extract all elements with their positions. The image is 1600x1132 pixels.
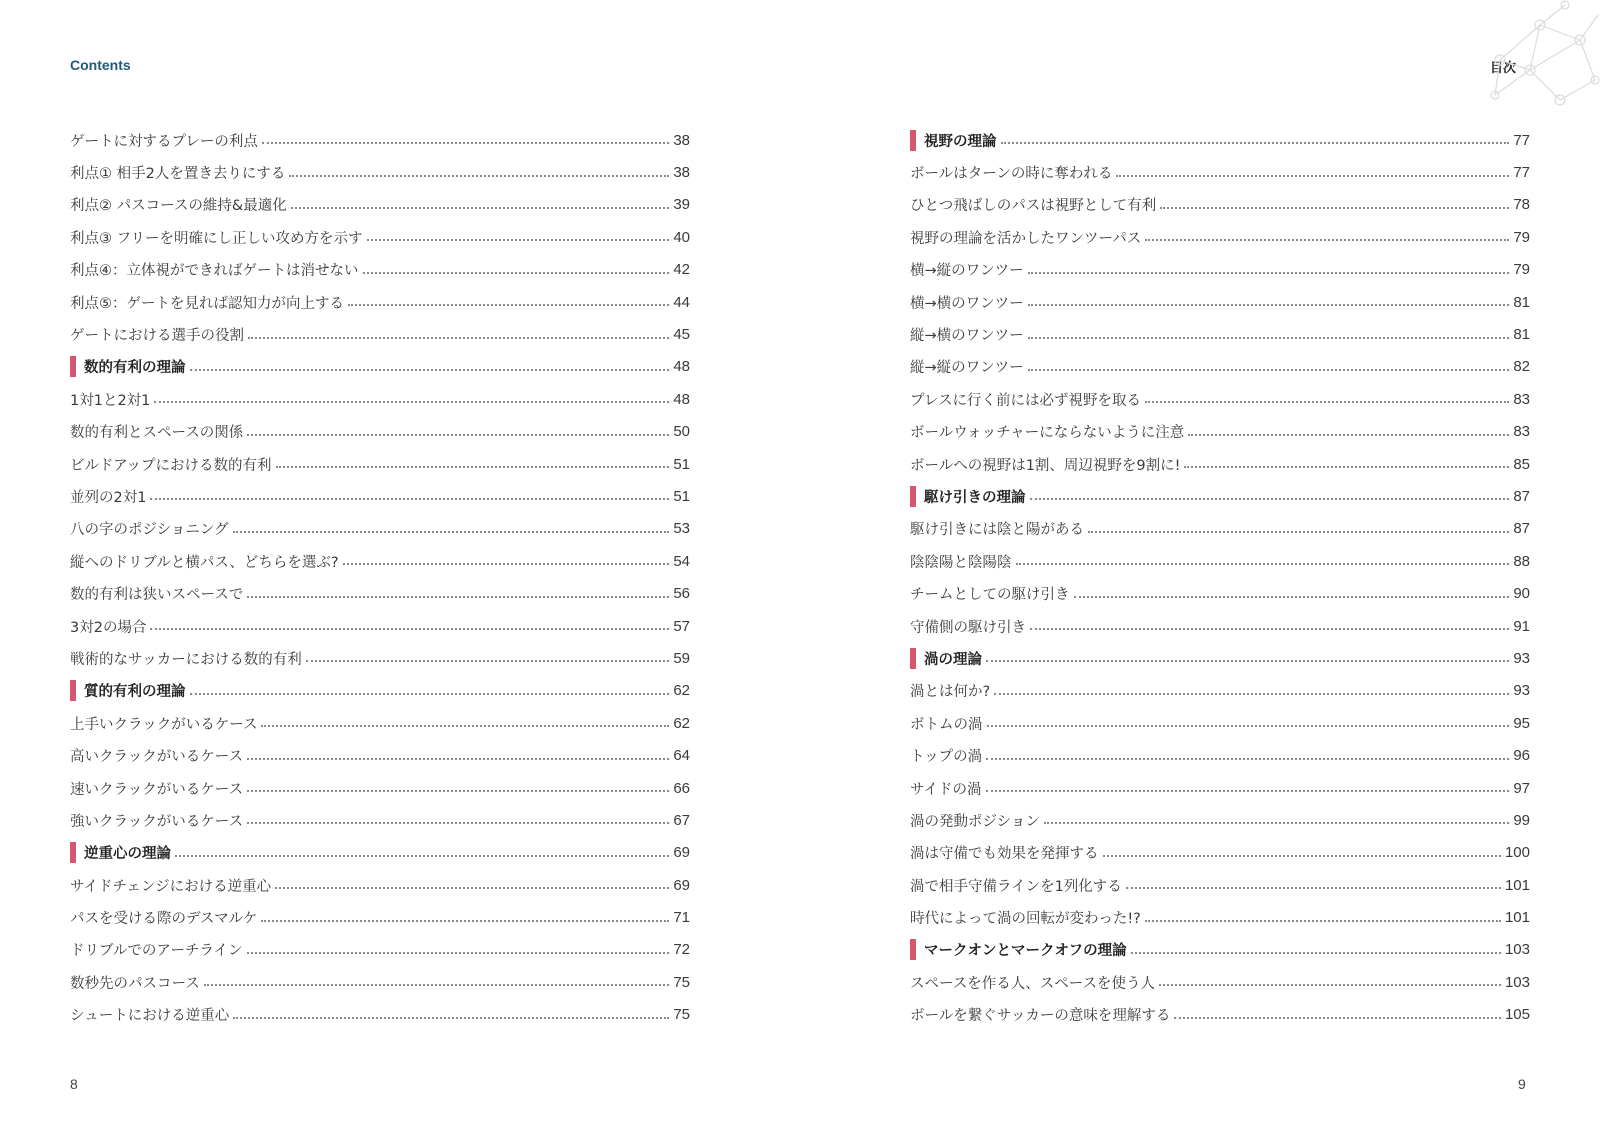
toc-entry-title: 縦へのドリブルと横パス、どちらを選ぶ? <box>70 554 339 571</box>
dot-leader <box>233 1017 669 1019</box>
toc-entry-title: ドリブルでのアーチライン <box>70 943 243 960</box>
dot-leader <box>348 304 669 306</box>
toc-entry-page: 96 <box>1513 747 1530 765</box>
toc-entry-page: 77 <box>1513 131 1530 149</box>
toc-entry-title: 八の字のポジショニング <box>70 522 229 539</box>
dot-leader <box>175 855 669 857</box>
toc-entry[interactable] <box>910 675 1530 707</box>
toc-entry-title: 横→縦のワンツー <box>910 263 1024 280</box>
dot-leader <box>1126 887 1501 889</box>
toc-entry[interactable] <box>70 966 690 998</box>
dot-leader <box>204 984 670 986</box>
toc-entry[interactable] <box>70 739 690 771</box>
toc-entry-title: ボールウォッチャーにならないように注意 <box>910 425 1185 442</box>
toc-entry-page: 100 <box>1504 844 1530 862</box>
toc-entry[interactable] <box>910 448 1530 480</box>
toc-entry-title: ひとつ飛ばしのパスは視野として有利 <box>910 198 1157 215</box>
dot-leader <box>1028 304 1510 306</box>
toc-entry-page: 83 <box>1513 390 1530 408</box>
toc-entry-title: 数的有利の理論 <box>70 356 186 377</box>
toc-entry-title: マークオンとマークオフの理論 <box>910 939 1127 960</box>
toc-entry-page: 79 <box>1513 261 1530 279</box>
toc-entry-page: 40 <box>673 228 690 246</box>
toc-entry[interactable] <box>70 610 690 642</box>
toc-entry-title: 利点① 相手2人を置き去りにする <box>70 166 286 183</box>
mokuji-heading: 目次 <box>1490 61 1517 76</box>
toc-entry-page: 57 <box>673 617 690 635</box>
toc-section-heading[interactable] <box>910 124 1530 156</box>
dot-leader <box>190 369 670 371</box>
toc-entry[interactable] <box>910 869 1530 901</box>
toc-entry-title: 逆重心の理論 <box>70 842 171 863</box>
toc-entry-page: 51 <box>673 487 690 505</box>
toc-entry-title: 渦は守備でも効果を発揮する <box>910 846 1099 863</box>
dot-leader <box>1131 952 1501 954</box>
toc-entry[interactable] <box>70 901 690 933</box>
toc-right-column <box>910 124 1530 1031</box>
dot-leader <box>1028 337 1510 339</box>
toc-entry-title: 利点④：立体視ができればゲートは消せない <box>70 263 359 280</box>
toc-entry-page: 48 <box>673 358 690 376</box>
dot-leader <box>154 401 669 403</box>
toc-entry-title: シュートにおける逆重心 <box>70 1008 230 1025</box>
toc-entry-title: サイドチェンジにおける逆重心 <box>70 878 272 895</box>
toc-entry-page: 105 <box>1504 1006 1530 1024</box>
toc-entry-title: 横→横のワンツー <box>910 295 1024 312</box>
toc-entry-page: 42 <box>673 261 690 279</box>
network-graph-icon <box>1470 0 1600 120</box>
toc-entry-page: 82 <box>1513 358 1530 376</box>
toc-entry-title: 渦の発動ポジション <box>910 813 1040 830</box>
toc-entry[interactable] <box>910 966 1530 998</box>
toc-section-heading[interactable] <box>70 351 690 383</box>
toc-entry-title: 縦→縦のワンツー <box>910 360 1024 377</box>
toc-entry-title: ビルドアップにおける数的有利 <box>70 457 272 474</box>
dot-leader <box>994 693 1509 695</box>
page-number-right: 9 <box>1518 1076 1526 1092</box>
toc-entry-page: 77 <box>1513 164 1530 182</box>
toc-entry-title: 1対1と2対1 <box>70 392 151 409</box>
toc-entry[interactable] <box>70 999 690 1031</box>
toc-entry-title: プレスに行く前には必ず視野を取る <box>910 392 1141 409</box>
toc-entry-title: 高いクラックがいるケース <box>70 749 243 766</box>
toc-section-heading[interactable] <box>70 837 690 869</box>
toc-entry[interactable] <box>70 254 690 286</box>
toc-entry[interactable] <box>910 545 1530 577</box>
dot-leader <box>247 952 670 954</box>
toc-entry[interactable] <box>910 254 1530 286</box>
toc-entry-title: 守備側の駆け引き <box>910 619 1026 636</box>
toc-entry-page: 81 <box>1513 293 1530 311</box>
toc-entry[interactable] <box>910 837 1530 869</box>
toc-entry-page: 69 <box>673 876 690 894</box>
toc-entry-page: 95 <box>1513 714 1530 732</box>
toc-entry-title: 渦で相手守備ラインを1列化する <box>910 878 1122 895</box>
toc-entry-page: 81 <box>1513 326 1530 344</box>
dot-leader <box>262 142 669 144</box>
toc-entry-page: 51 <box>673 455 690 473</box>
dot-leader <box>1116 175 1509 177</box>
dot-leader <box>1016 563 1510 565</box>
toc-entry-title: 数的有利は狭いスペースで <box>70 587 244 604</box>
toc-entry-page: 85 <box>1513 455 1530 473</box>
toc-entry-title: ボールへの視野は1割、周辺視野を9割に! <box>910 457 1181 474</box>
toc-entry-title: 陰陰陽と陰陽陰 <box>910 554 1012 571</box>
toc-entry[interactable] <box>70 804 690 836</box>
toc-entry-title: サイドの渦 <box>910 781 982 798</box>
toc-entry-page: 83 <box>1513 423 1530 441</box>
toc-entry-page: 101 <box>1504 876 1530 894</box>
toc-entry[interactable] <box>910 189 1530 221</box>
dot-leader <box>275 887 669 889</box>
toc-entry-title: ボトムの渦 <box>910 716 983 733</box>
toc-entry-title: 視野の理論 <box>910 130 997 151</box>
toc-entry-title: トップの渦 <box>910 749 983 766</box>
toc-entry-page: 93 <box>1513 649 1530 667</box>
dot-leader <box>247 758 669 760</box>
toc-entry-title: 数秒先のパスコース <box>70 975 200 992</box>
toc-entry-title: 縦→横のワンツー <box>910 328 1024 345</box>
toc-entry-title: 利点③ フリーを明確にし正しい攻め方を示す <box>70 230 363 247</box>
dot-leader <box>276 466 670 468</box>
toc-entry-page: 66 <box>673 779 690 797</box>
dot-leader <box>1159 984 1501 986</box>
toc-entry[interactable] <box>70 448 690 480</box>
toc-entry-title: 3対2の場合 <box>70 619 147 636</box>
toc-entry-title: 利点② パスコースの維持&最適化 <box>70 198 287 215</box>
toc-entry-page: 69 <box>673 844 690 862</box>
toc-entry[interactable] <box>910 221 1530 253</box>
toc-entry-page: 59 <box>673 649 690 667</box>
dot-leader <box>247 790 669 792</box>
dot-leader <box>1028 272 1510 274</box>
toc-entry-title: 視野の理論を活かしたワンツーパス <box>910 230 1142 247</box>
toc-entry-page: 88 <box>1513 552 1530 570</box>
toc-entry[interactable] <box>910 999 1530 1031</box>
toc-entry-page: 75 <box>673 1006 690 1024</box>
toc-entry-page: 39 <box>673 196 690 214</box>
dot-leader <box>1028 369 1510 371</box>
toc-entry-page: 50 <box>673 423 690 441</box>
toc-entry-page: 87 <box>1513 520 1530 538</box>
toc-entry[interactable] <box>70 934 690 966</box>
dot-leader <box>190 693 670 695</box>
toc-entry[interactable] <box>910 610 1530 642</box>
toc-entry[interactable] <box>70 286 690 318</box>
toc-entry-page: 62 <box>673 682 690 700</box>
dot-leader <box>150 498 669 500</box>
dot-leader <box>363 272 670 274</box>
toc-entry-title: 戦術的なサッカーにおける数的有利 <box>70 651 302 668</box>
toc-left-column <box>70 124 690 1031</box>
toc-entry[interactable] <box>70 124 690 156</box>
dot-leader <box>1074 596 1510 598</box>
dot-leader <box>150 628 669 630</box>
toc-entry-title: 数的有利とスペースの関係 <box>70 425 244 442</box>
toc-entry-page: 97 <box>1513 779 1530 797</box>
dot-leader <box>233 531 670 533</box>
toc-entry[interactable] <box>910 383 1530 415</box>
toc-section-heading[interactable] <box>910 934 1530 966</box>
toc-entry[interactable] <box>70 318 690 350</box>
toc-entry-page: 90 <box>1513 585 1530 603</box>
toc-section-heading[interactable] <box>910 642 1530 674</box>
toc-entry[interactable] <box>70 772 690 804</box>
toc-entry-page: 72 <box>673 941 690 959</box>
toc-entry[interactable] <box>910 351 1530 383</box>
toc-entry[interactable] <box>910 416 1530 448</box>
dot-leader <box>1174 1017 1501 1019</box>
toc-entry-page: 75 <box>673 973 690 991</box>
toc-entry[interactable] <box>910 513 1530 545</box>
toc-entry-page: 38 <box>673 164 690 182</box>
dot-leader <box>1188 434 1509 436</box>
toc-section-heading[interactable] <box>70 675 690 707</box>
toc-entry-page: 103 <box>1504 973 1530 991</box>
dot-leader <box>1103 855 1501 857</box>
dot-leader <box>986 790 1510 792</box>
page-number-left: 8 <box>70 1076 78 1092</box>
dot-leader <box>1030 628 1509 630</box>
dot-leader <box>1044 822 1509 824</box>
toc-entry-page: 101 <box>1504 909 1530 927</box>
toc-entry-title: 質的有利の理論 <box>70 680 186 701</box>
toc-entry-title: ボールを繋ぐサッカーの意味を理解する <box>910 1008 1171 1025</box>
toc-entry-title: ボールはターンの時に奪われる <box>910 166 1113 183</box>
toc-entry-title: 利点⑤：ゲートを見れば認知力が向上する <box>70 295 344 312</box>
toc-entry-page: 79 <box>1513 228 1530 246</box>
toc-entry[interactable] <box>910 156 1530 188</box>
dot-leader <box>1001 142 1510 144</box>
toc-entry[interactable] <box>70 642 690 674</box>
toc-entry[interactable] <box>910 901 1530 933</box>
toc-entry[interactable] <box>70 707 690 739</box>
toc-entry-page: 56 <box>673 585 690 603</box>
toc-entry[interactable] <box>70 545 690 577</box>
toc-entry-page: 44 <box>673 293 690 311</box>
toc-entry-page: 38 <box>673 131 690 149</box>
toc-section-heading[interactable] <box>910 480 1530 512</box>
toc-entry[interactable] <box>70 189 690 221</box>
toc-entry[interactable] <box>70 156 690 188</box>
toc-entry-page: 91 <box>1513 617 1530 635</box>
toc-entry-page: 62 <box>673 714 690 732</box>
dot-leader <box>986 758 1509 760</box>
toc-entry-page: 67 <box>673 811 690 829</box>
toc-entry-page: 93 <box>1513 682 1530 700</box>
toc-entry-title: ゲートにおける選手の役割 <box>70 328 244 345</box>
toc-entry-title: 渦とは何か? <box>910 684 991 701</box>
toc-entry-title: スペースを作る人、スペースを使う人 <box>910 975 1156 992</box>
toc-entry-page: 64 <box>673 747 690 765</box>
toc-entry-page: 87 <box>1513 487 1530 505</box>
dot-leader <box>986 660 1509 662</box>
toc-entry-title: 駆け引きには陰と陽がある <box>910 522 1084 539</box>
toc-entry[interactable] <box>70 416 690 448</box>
dot-leader <box>289 175 669 177</box>
dot-leader <box>247 822 669 824</box>
dot-leader <box>1145 401 1509 403</box>
dot-leader <box>987 725 1510 727</box>
toc-entry[interactable] <box>70 480 690 512</box>
toc-entry[interactable] <box>70 513 690 545</box>
toc-entry-page: 54 <box>673 552 690 570</box>
toc-entry-title: 並列の2対1 <box>70 489 147 506</box>
dot-leader <box>248 337 669 339</box>
toc-entry-title: 強いクラックがいるケース <box>70 813 243 830</box>
dot-leader <box>306 660 670 662</box>
toc-entry-title: 時代によって渦の回転が変わった!? <box>910 911 1141 928</box>
contents-heading: Contents <box>70 57 131 73</box>
toc-entry-page: 78 <box>1513 196 1530 214</box>
toc-entry-page: 103 <box>1504 941 1530 959</box>
toc-entry[interactable] <box>910 286 1530 318</box>
toc-entry-page: 71 <box>673 909 690 927</box>
toc-entry[interactable] <box>910 772 1530 804</box>
dot-leader <box>367 239 670 241</box>
dot-leader <box>343 563 670 565</box>
toc-entry[interactable] <box>910 707 1530 739</box>
toc-entry-page: 45 <box>673 326 690 344</box>
toc-entry[interactable] <box>70 577 690 609</box>
toc-entry[interactable] <box>910 577 1530 609</box>
dot-leader <box>261 920 669 922</box>
dot-leader <box>1145 239 1509 241</box>
toc-entry-title: チームとしての駆け引き <box>910 587 1070 604</box>
dot-leader <box>1160 207 1509 209</box>
dot-leader <box>291 207 670 209</box>
toc-entry-page: 99 <box>1513 811 1530 829</box>
toc-entry-page: 48 <box>673 390 690 408</box>
dot-leader <box>1184 466 1509 468</box>
dot-leader <box>261 725 669 727</box>
toc-entry[interactable] <box>910 318 1530 350</box>
toc-entry-page: 53 <box>673 520 690 538</box>
dot-leader <box>1030 498 1510 500</box>
toc-entry-title: 駆け引きの理論 <box>910 486 1026 507</box>
toc-entry[interactable] <box>70 869 690 901</box>
toc-entry[interactable] <box>70 383 690 415</box>
toc-entry-title: 速いクラックがいるケース <box>70 781 243 798</box>
toc-entry-title: 渦の理論 <box>910 648 982 669</box>
toc-entry[interactable] <box>910 739 1530 771</box>
toc-entry-title: 上手いクラックがいるケース <box>70 716 258 733</box>
dot-leader <box>247 434 669 436</box>
dot-leader <box>1145 920 1501 922</box>
dot-leader <box>1088 531 1509 533</box>
toc-entry-title: パスを受ける際のデスマルケ <box>70 911 258 928</box>
dot-leader <box>247 596 669 598</box>
toc-entry[interactable] <box>70 221 690 253</box>
toc-entry-title: ゲートに対するプレーの利点 <box>70 133 258 150</box>
toc-entry[interactable] <box>910 804 1530 836</box>
